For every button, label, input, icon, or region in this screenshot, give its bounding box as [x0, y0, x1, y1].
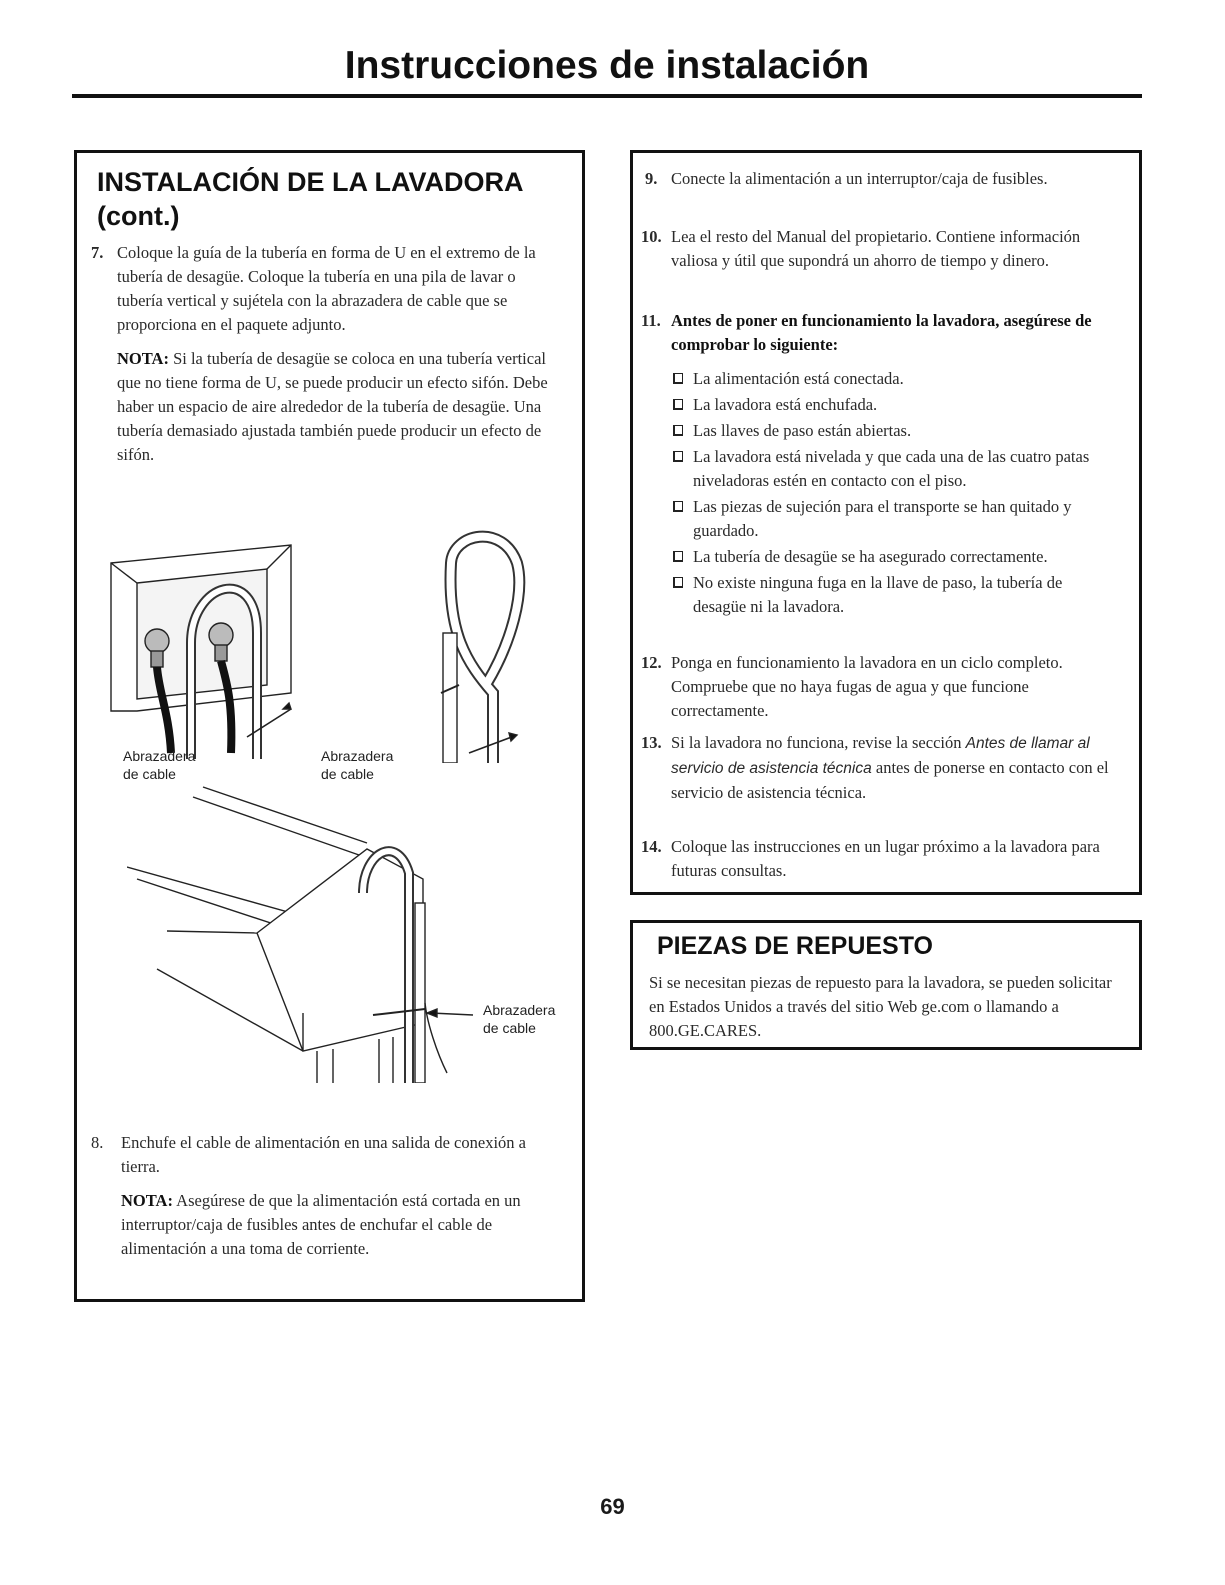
checkbox-icon [673, 373, 683, 384]
checkbox-icon [673, 501, 683, 512]
section-title-line1: INSTALACIÓN DE LA LAVADORA [97, 167, 524, 197]
replacement-parts-section [630, 920, 1142, 1050]
step-7 [91, 241, 561, 467]
step-number: 12. [641, 653, 662, 672]
checklist-item: La lavadora está nivelada y que cada una de las cuatro patas niveladoras estén en contacto con el piso. [671, 445, 1115, 493]
step-text: Antes de poner en funcionamiento la lavadora, asegúrese de comprobar lo siguiente: [671, 311, 1092, 354]
step-number: 13. [641, 733, 662, 752]
step-text: Coloque las instrucciones en un lugar próximo a la lavadora para futuras consultas. [671, 837, 1100, 880]
step-text: Si la lavadora no funciona, revise la sección Antes de llamar al servicio de asistencia técnica antes de ponerse en contacto con el servicio de asistencia técnica. [671, 733, 1109, 802]
step-12 [641, 651, 1115, 723]
note-label: NOTA: [121, 1191, 173, 1210]
step-text: Lea el resto del Manual del propietario. Contiene información valiosa y útil que supondrá un ahorro de tiempo y dinero. [671, 227, 1081, 270]
step-11 [641, 309, 1115, 621]
step-10 [641, 225, 1115, 273]
checklist-item: No existe ninguna fuga en la llave de paso, la tubería de desagüe ni la lavadora. [671, 571, 1115, 619]
step-text: Ponga en funcionamiento la lavadora en un ciclo completo. Compruebe que no haya fugas de agua y que funcione correctamente. [671, 653, 1063, 720]
steps-continued-section [630, 150, 1142, 895]
step-number: 8. [91, 1133, 104, 1152]
cable-clamp-label-1: Abrazadera de cable [123, 748, 196, 782]
checkbox-icon [673, 425, 683, 436]
step-number: 14. [641, 837, 662, 856]
checklist-item: Las piezas de sujeción para el transporte se han quitado y guardado. [671, 495, 1115, 543]
checklist-item: La alimentación está conectada. [671, 367, 1115, 391]
note-text: Si la tubería de desagüe se coloca en una tubería vertical que no tiene forma de U, se puede producir un efecto sifón. Debe haber un espacio de aire alrededor de la tubería de desagüe. Una tubería demasiado ajustada también puede producir un efecto de sifón. [117, 349, 548, 464]
note [117, 347, 561, 467]
checkbox-icon [673, 577, 683, 588]
checklist [671, 367, 1115, 619]
checkbox-icon [673, 451, 683, 462]
manual-section-reference: Antes de llamar al servicio de asistencia técnica [671, 735, 1090, 777]
note-label: NOTA: [117, 349, 169, 368]
replacement-parts-text: Si se necesitan piezas de repuesto para la lavadora, se pueden solicitar en Estados Unidos a través del sitio Web ge.com o llamando a 800.GE.CARES. [649, 973, 1112, 1040]
section-title-line2: (cont.) [97, 201, 180, 231]
section-title [97, 165, 567, 233]
step-text: Conecte la alimentación a un interruptor/caja de fusibles. [671, 169, 1048, 188]
step-14 [641, 835, 1115, 883]
page-header [72, 40, 1142, 98]
step-number: 7. [91, 243, 104, 262]
note-text: Asegúrese de que la alimentación está cortada en un interruptor/caja de fusibles antes de enchufar el cable de alimentación a una toma de corriente. [121, 1191, 521, 1258]
washer-installation-section [74, 150, 585, 1302]
checkbox-icon [673, 399, 683, 410]
checkbox-icon [673, 551, 683, 562]
cable-clamp-label-3: Abrazadera de cable [483, 1002, 556, 1036]
checklist-item: La lavadora está enchufada. [671, 393, 1115, 417]
step-number: 10. [641, 227, 662, 246]
standpipe-illustration [107, 523, 547, 763]
laundry-tub-illustration [127, 783, 487, 1083]
step-number: 9. [645, 169, 658, 188]
checklist-item: Las llaves de paso están abiertas. [671, 419, 1115, 443]
page-number: 69 [600, 1494, 625, 1519]
page-title: Instrucciones de instalación [344, 44, 870, 87]
step-8 [91, 1131, 561, 1261]
step-13 [641, 731, 1115, 805]
step-number: 11. [641, 311, 661, 330]
cable-clamp-label-2: Abrazadera de cable [321, 748, 394, 782]
step-9 [645, 167, 1115, 191]
note [121, 1189, 561, 1261]
checklist-item: La tubería de desagüe se ha asegurado correctamente. [671, 545, 1115, 569]
section-title: PIEZAS DE REPUESTO [657, 932, 933, 960]
step-text: Enchufe el cable de alimentación en una salida de conexión a tierra. [121, 1133, 526, 1176]
step-text: Coloque la guía de la tubería en forma de U en el extremo de la tubería de desagüe. Coloque la tubería en una pila de lavar o tubería vertical y sujétela con la abrazadera de cable que se proporciona en el paquete adjunto. [117, 243, 536, 334]
